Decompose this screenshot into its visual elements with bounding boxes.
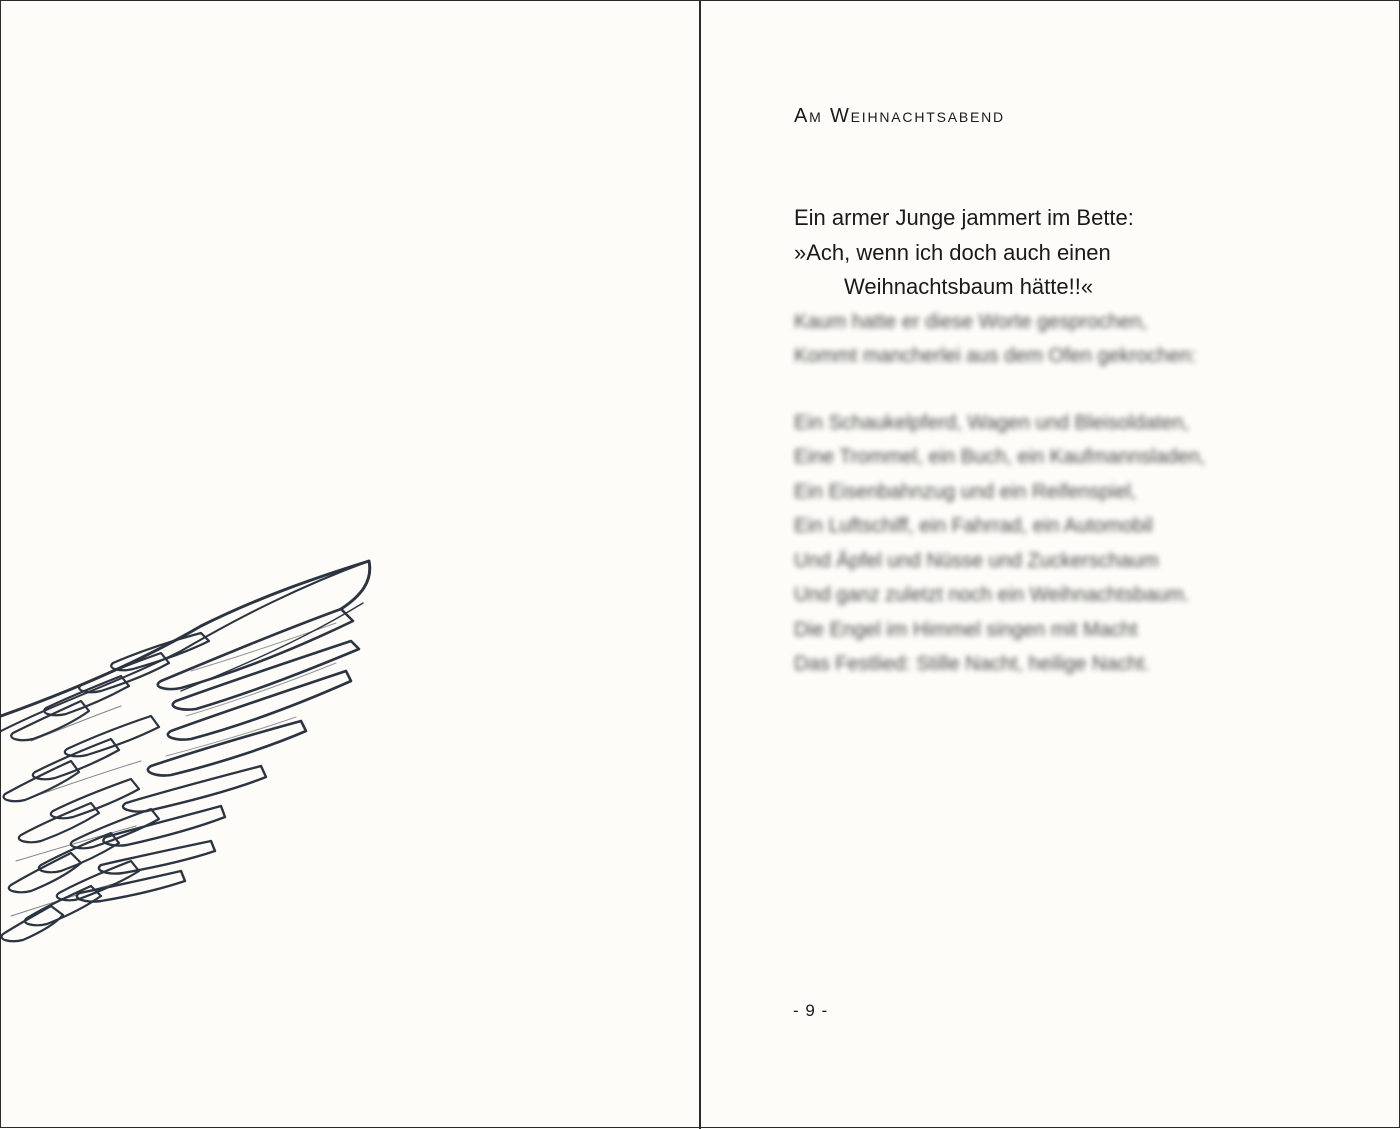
poem-line-blurred: Ein Schaukelpferd, Wagen und Bleisoldaten, xyxy=(794,411,1190,434)
poem-line-blurred: Ein Luftschiff, ein Fahrrad, ein Automobil xyxy=(794,515,1153,537)
poem-line-blurred: Eine Trommel, ein Buch, ein Kaufmannsladen, xyxy=(794,446,1206,468)
left-page xyxy=(1,1,699,1129)
poem-title: Am Weihnachtsabend xyxy=(794,105,1005,127)
poem-line-blurred: Ein Eisenbahnzug und ein Reifenspiel, xyxy=(794,480,1137,503)
poem-line: Weihnachtsbaum hätte!!« xyxy=(844,274,1094,299)
poem-line-blurred: Die Engel im Himmel singen mit Macht xyxy=(794,618,1138,641)
poem-body xyxy=(794,201,1314,682)
poem-line-blurred: Kaum hatte er diese Worte gesprochen, xyxy=(794,310,1148,333)
right-page xyxy=(701,1,1400,1129)
stanza-break xyxy=(794,374,1314,406)
poem-line-blurred: Das Festlied: Stille Nacht, heilige Nacht. xyxy=(794,653,1150,675)
poem-line-blurred: Und ganz zuletzt noch ein Weihnachtsbaum. xyxy=(794,584,1190,606)
angel-wing-sketch-icon xyxy=(1,541,401,961)
poem-line-blurred: Kommt mancherlei aus dem Ofen gekrochen: xyxy=(794,345,1197,367)
poem-line-blurred: Und Äpfel und Nüsse und Zuckerschaum xyxy=(794,549,1159,572)
poem-line: Ein armer Junge jammert im Bette: xyxy=(794,205,1134,230)
poem-line: »Ach, wenn ich doch auch einen xyxy=(794,239,1111,265)
page-number: - 9 - xyxy=(793,1001,829,1020)
